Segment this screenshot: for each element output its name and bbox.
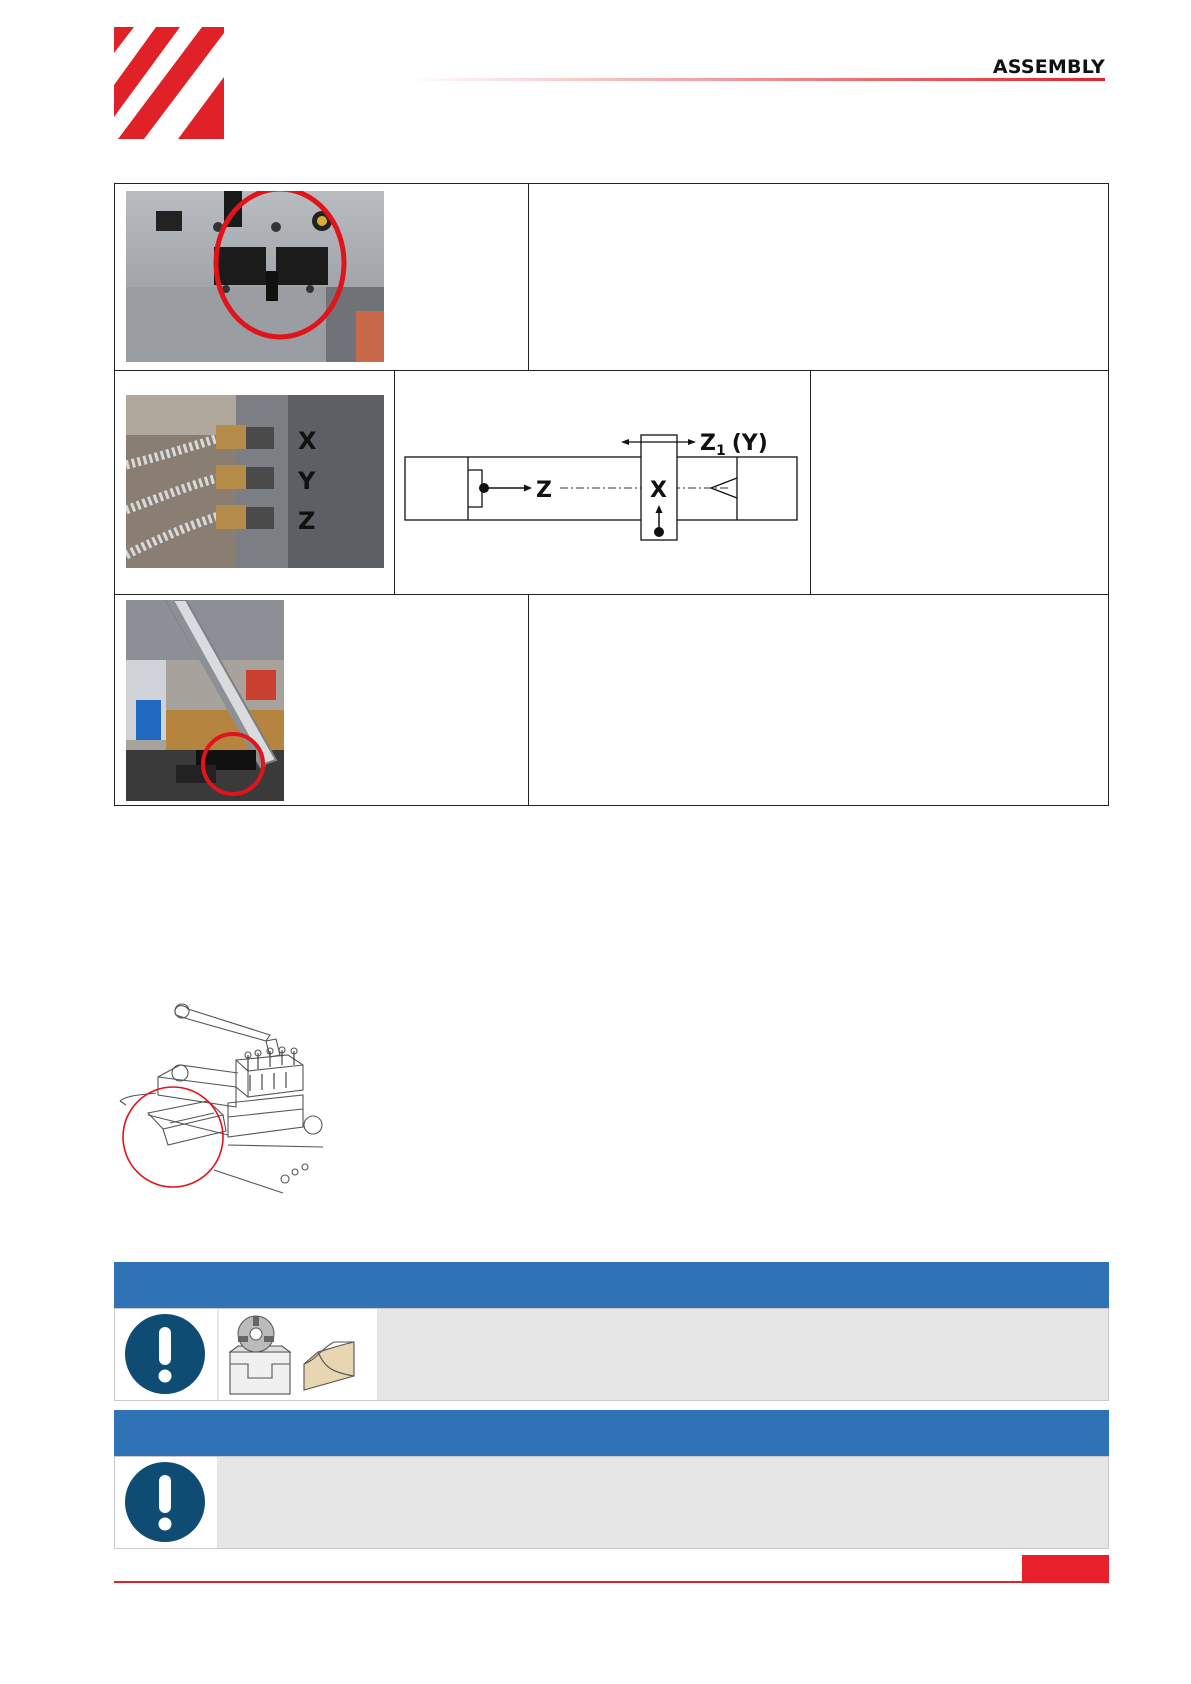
chuck-and-workpiece-icon bbox=[226, 1312, 366, 1397]
footer-rule bbox=[114, 1581, 1109, 1583]
table-cell-text-2 bbox=[810, 370, 1109, 595]
page-number-tab bbox=[1022, 1555, 1109, 1583]
notice-2-header bbox=[114, 1410, 1109, 1456]
exclamation-icon bbox=[124, 1313, 206, 1395]
highlight-circle bbox=[123, 1087, 223, 1187]
diagram-label-z: Z bbox=[536, 478, 552, 503]
notice-2-body bbox=[114, 1456, 1109, 1549]
header-rule bbox=[405, 78, 1105, 81]
diagram-label-x: X bbox=[650, 478, 667, 503]
photo-chip-guard bbox=[126, 600, 284, 801]
table-cell-text-3 bbox=[528, 594, 1109, 806]
brand-logo bbox=[114, 27, 224, 139]
axis-diagram bbox=[400, 425, 805, 550]
tool-post-drawing bbox=[118, 995, 348, 1215]
table-cell-text-1 bbox=[528, 183, 1109, 371]
lathe-bed-outline bbox=[405, 457, 797, 520]
section-title: ASSEMBLY bbox=[992, 56, 1105, 78]
notice-1-header bbox=[114, 1262, 1109, 1308]
photo-switch-panel bbox=[126, 191, 384, 362]
diagram-label-z1: $Z_1$ (Y) bbox=[700, 431, 768, 459]
connector-label-z: Z bbox=[298, 507, 316, 535]
connector-label-y: Y bbox=[298, 467, 316, 495]
exclamation-icon bbox=[124, 1461, 206, 1543]
photo-axis-connectors bbox=[126, 395, 384, 568]
connector-label-x: X bbox=[298, 427, 317, 455]
